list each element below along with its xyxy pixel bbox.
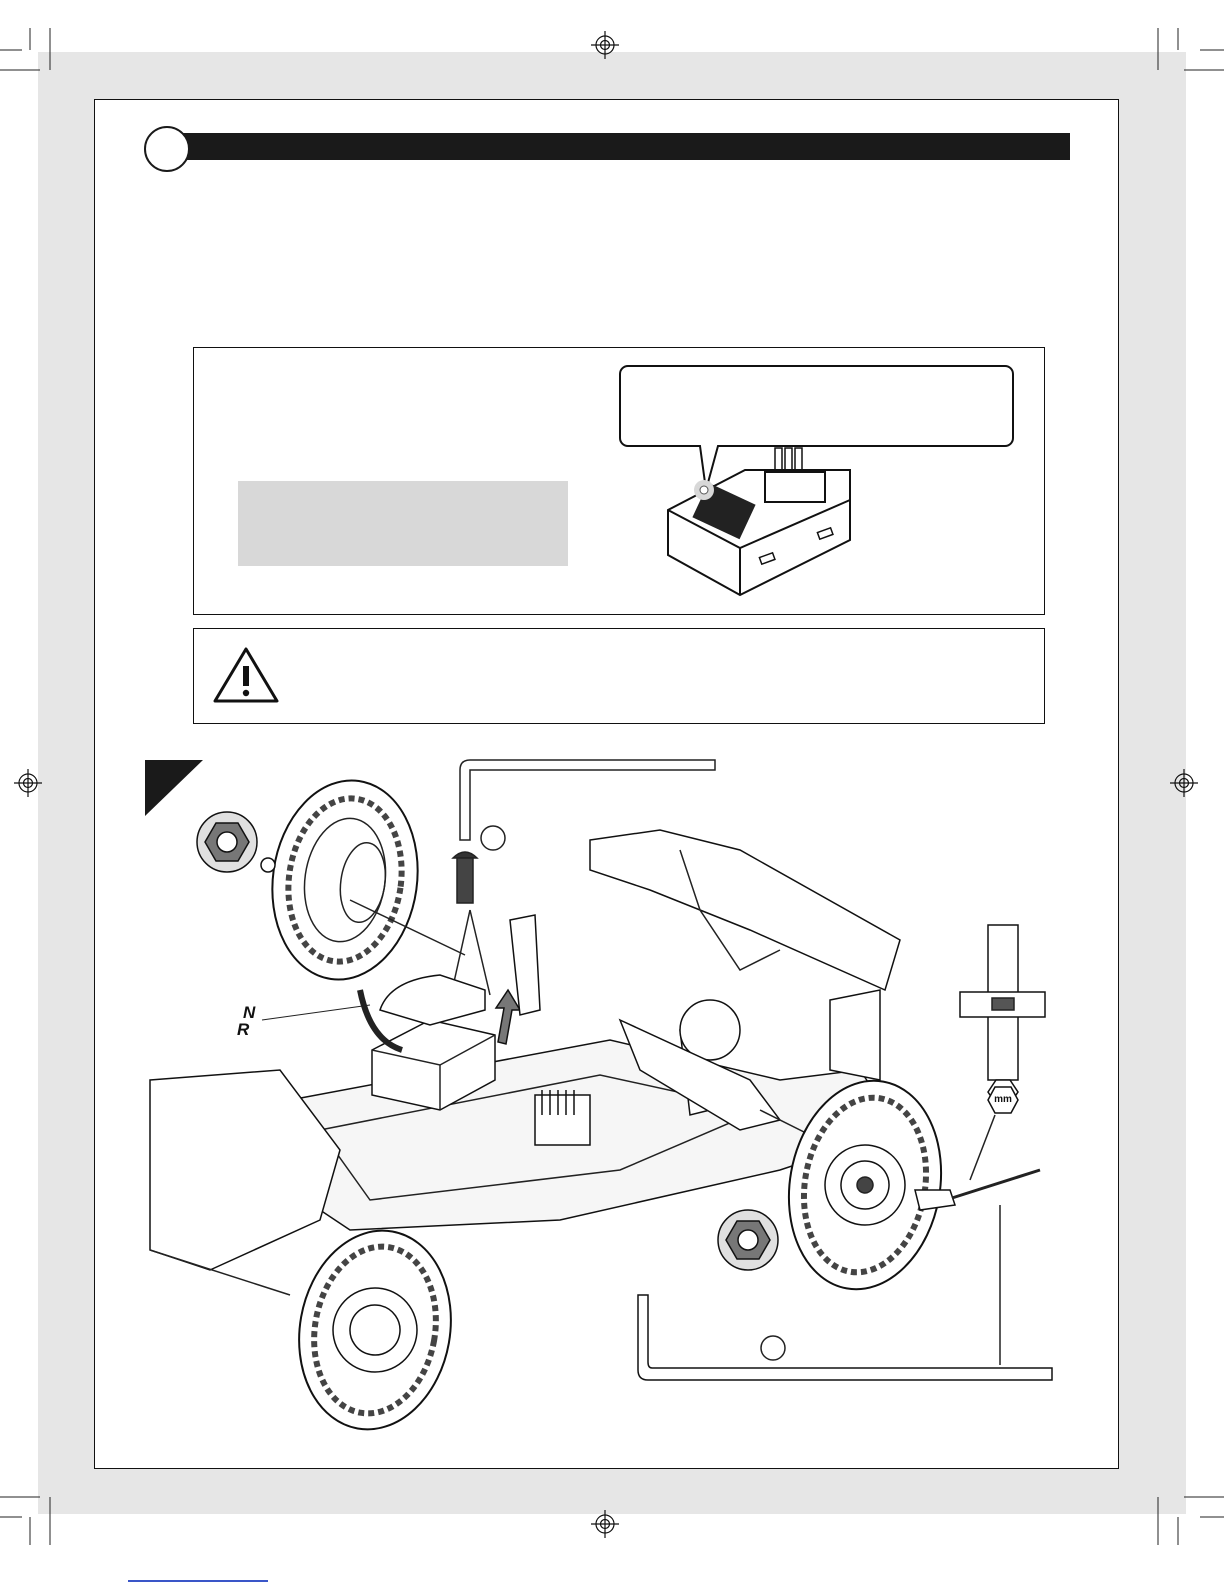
crosshair-registration-icon (591, 1510, 619, 1538)
receiver-box-lid (380, 975, 485, 1025)
step-number-circle (144, 126, 190, 172)
cross-wrench-icon (960, 925, 1045, 1104)
esc-unit (535, 1095, 590, 1145)
note-panel (238, 481, 568, 566)
hex-wrench-bottom (638, 1295, 1052, 1380)
screw (457, 858, 473, 903)
tool-size-circle-bottom (761, 1336, 785, 1360)
rear-tire (260, 771, 430, 989)
nut-callout-letter: N (243, 1003, 256, 1022)
footer-link-underline (128, 1580, 268, 1582)
warning-triangle-icon (212, 646, 280, 704)
vehicle-assembly-illustration (140, 750, 1080, 1440)
wrench-unit-label: mm (994, 1094, 1012, 1105)
receiver-callout-letter: R (237, 1020, 250, 1039)
tool-size-circle (481, 826, 505, 850)
warning-box (193, 628, 1045, 724)
lift-arrow-icon (496, 990, 520, 1044)
rear-left-tire (284, 1218, 466, 1440)
crosshair-registration-icon (1170, 769, 1198, 797)
wheel-nut-icon-bottom (718, 1210, 778, 1270)
crosshair-registration-icon (591, 31, 619, 59)
section-header-bar (162, 133, 1070, 160)
receiver-illustration (600, 360, 1030, 605)
crosshair-registration-icon (14, 769, 42, 797)
motor (680, 1000, 740, 1060)
wheel-nut-icon-top (197, 812, 257, 872)
led-glow-icon (694, 480, 714, 500)
wheel-nut-small (261, 858, 275, 872)
